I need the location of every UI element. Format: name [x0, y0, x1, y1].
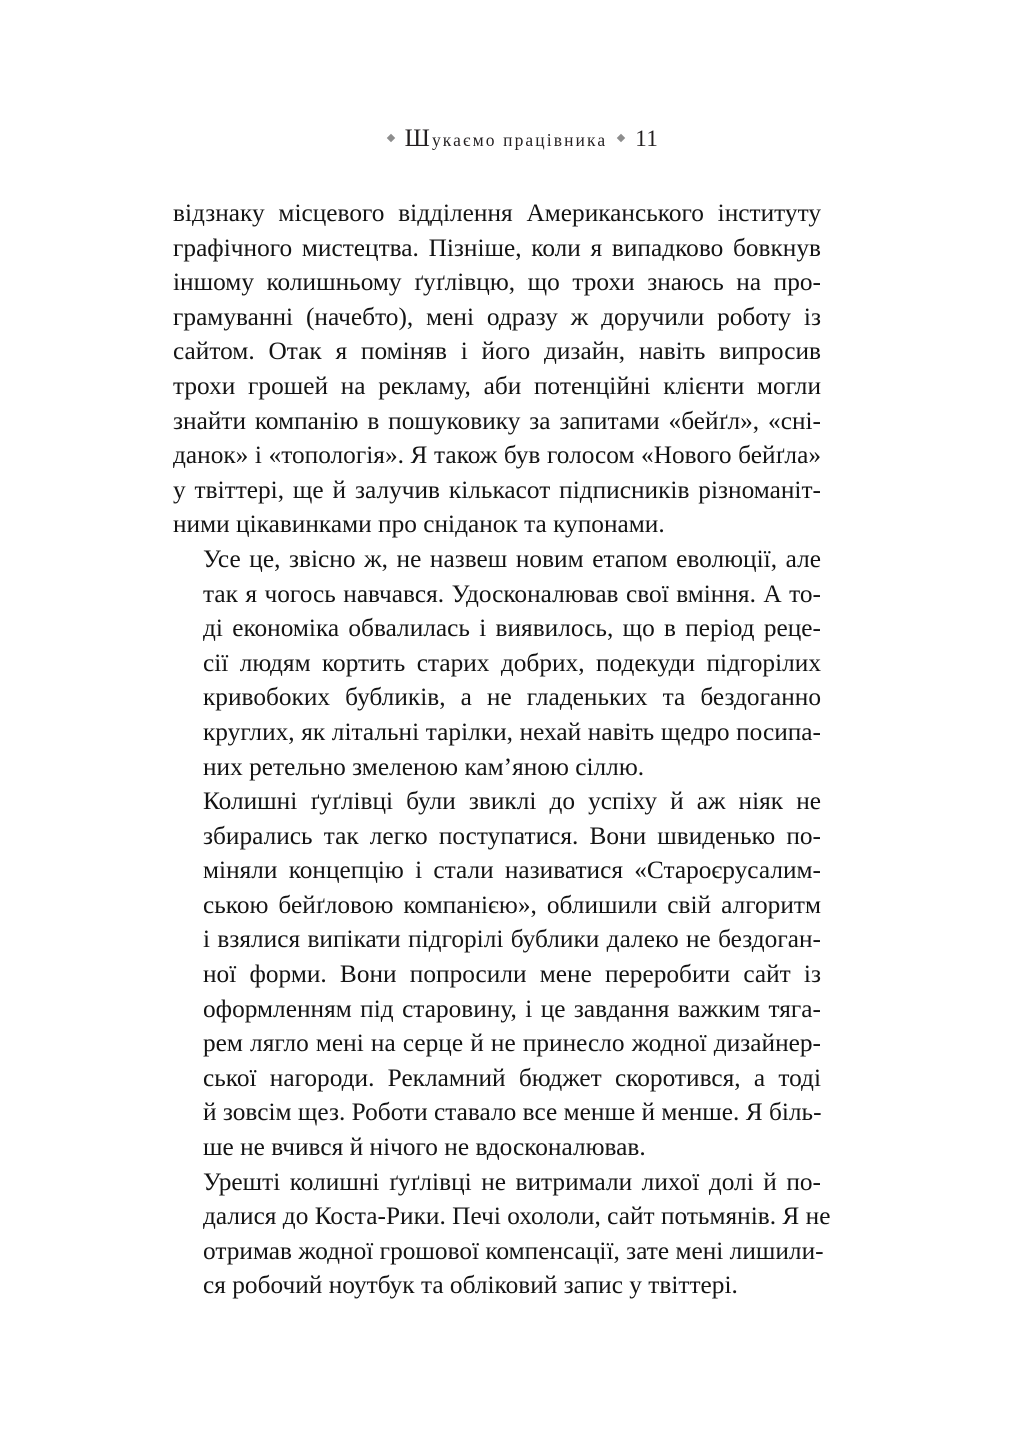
text-line: так я чогось навчався. Удосконалював свої вміння. А то-	[203, 579, 821, 608]
bullet-right-icon	[617, 134, 625, 142]
text-line: рем лягло мені на серце й не принесло жодної дизайнер-	[203, 1029, 821, 1058]
text-line: данок» і «топологія». Я також був голосом «Нового бейґла»	[173, 441, 821, 470]
running-header-title-initial: Ш	[404, 125, 432, 152]
text-line: й зовсім щез. Роботи ставало все менше й менше. Я біль-	[203, 1098, 822, 1127]
text-line: сайтом. Отак я поміняв і його дизайн, навіть випросив	[173, 337, 821, 366]
paragraph	[173, 196, 821, 542]
text-line: графічного мистецтва. Пізніше, коли я випадково бовкнув	[173, 233, 821, 262]
text-line: Урешті колишні ґуґлівці не витримали лихої долі й по-	[203, 1167, 821, 1196]
text-line: Усе це, звісно ж, не назвеш новим етапом еволюції, але	[203, 544, 821, 573]
bullet-left-icon	[386, 134, 394, 142]
text-line: них ретельно змеленою кам’яною сіллю.	[203, 752, 645, 781]
text-line: іншому колишньому ґуґлівцю, що трохи знаюсь на про-	[173, 268, 821, 297]
running-header-title	[405, 126, 608, 151]
text-line: міняли концепцію і стали називатися «Староєрусалим-	[203, 856, 821, 885]
text-line: ською бейґловою компанією», облишили свій алгоритм	[203, 890, 821, 919]
text-line: ної форми. Вони попросили мене переробити сайт із	[203, 960, 821, 989]
paragraph	[173, 1165, 831, 1303]
text-line: трохи грошей на рекламу, аби потенційні клієнти могли	[173, 371, 821, 400]
text-line: оформленням під старовину, і це завдання важким тяга-	[203, 994, 821, 1023]
running-header-title-rest: укаємо працівника	[431, 130, 608, 150]
text-line: і взялися випікати підгорілі бублики далеко не бездоган-	[203, 925, 821, 954]
text-line: круглих, як літальні тарілки, нехай навіть щедро посипа-	[203, 717, 821, 746]
text-line: ся робочий ноутбук та обліковий запис у твіттері.	[203, 1271, 738, 1300]
text-line: грамуванні (начебто), мені одразу ж доручили роботу із	[173, 302, 821, 331]
text-line: далися до Коста-Рики. Печі охололи, сайт потьмянів. Я не	[203, 1202, 831, 1231]
text-line: ді економіка обвалилась і виявилось, що в період реце-	[203, 614, 821, 643]
text-line: отримав жодної грошової компенсації, зате мені лишили-	[203, 1236, 824, 1265]
text-line: ними цікавинками про сніданок та купонами.	[173, 510, 665, 539]
text-line: знайти компанію в пошуковику за запитами «бейґл», «сні-	[173, 406, 821, 435]
text-line: Колишні ґуґлівці були звиклі до успіху й аж ніяк не	[203, 787, 821, 816]
text-line: ше не вчився й нічого не вдосконалював.	[203, 1133, 646, 1162]
body-text-column	[173, 196, 831, 1303]
text-line: сії людям кортить старих добрих, подекуди підгорілих	[203, 648, 821, 677]
page-number: 11	[635, 126, 659, 151]
text-line: збирались так легко поступатися. Вони швиденько по-	[203, 821, 821, 850]
text-line: кривобоких бубликів, а не гладеньких та бездоганно	[203, 683, 821, 712]
text-line: відзнаку місцевого відділення Американського інституту	[173, 199, 821, 227]
text-line: у твіттері, ще й залучив кількасот підписників різноманіт-	[173, 475, 821, 504]
paragraph	[173, 542, 821, 784]
paragraph	[173, 784, 821, 1165]
running-header	[0, 126, 1035, 156]
text-line: ської нагороди. Рекламний бюджет скоротився, а тоді	[203, 1063, 821, 1092]
